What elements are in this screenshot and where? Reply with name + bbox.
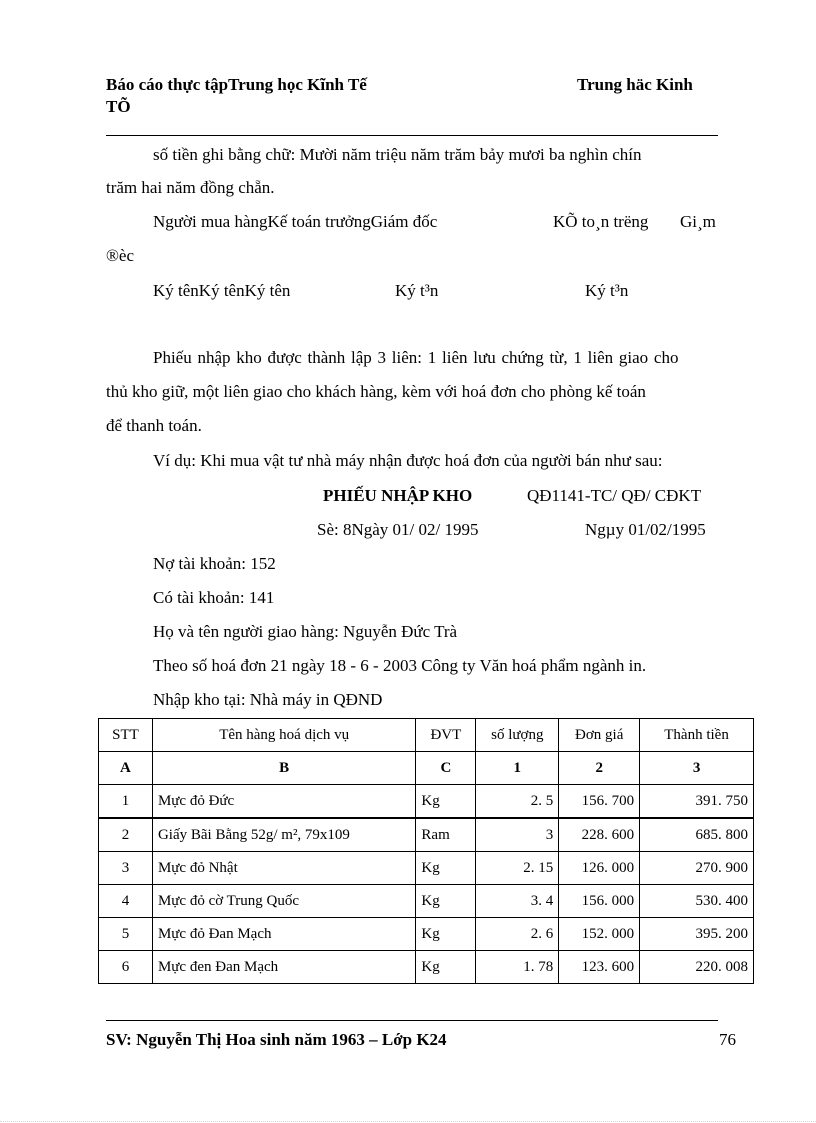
row-item: Mực đỏ Đức: [152, 785, 415, 819]
row-amount: 391. 750: [640, 785, 754, 819]
row-price: 152. 000: [559, 918, 640, 951]
table-header-row: [99, 719, 754, 752]
sign-label-2: Ký t³n: [395, 281, 439, 300]
code-3: 3: [640, 752, 754, 785]
table-row: [99, 951, 754, 984]
row-price: 228. 600: [559, 818, 640, 852]
debit-account: Nợ tài khoản: 152: [153, 554, 276, 573]
footer-student: SV: Nguyễn Thị Hoa sinh năm 1963 – Lớp K24: [106, 1030, 447, 1049]
deliverer-name: Họ và tên người giao hàng: Nguyễn Đức Trà: [153, 622, 458, 641]
table-row: [99, 885, 754, 918]
row-amount: 685. 800: [640, 818, 754, 852]
row-unit: Kg: [416, 918, 476, 951]
signatory-titles: Người mua hàngKế toán trưởngGiám đốc: [153, 212, 438, 231]
signatory-director-cont: ®èc: [106, 246, 135, 265]
row-qty: 2. 15: [476, 852, 559, 885]
page-number: 76: [719, 1030, 736, 1049]
row-item: Mực đỏ cờ Trung Quốc: [152, 885, 415, 918]
code-c: C: [416, 752, 476, 785]
row-amount: 270. 900: [640, 852, 754, 885]
amount-in-words-line1: số tiền ghi bằng chữ: Mười năm triệu năm trăm bảy mươi ba nghìn chín: [153, 145, 642, 164]
header-right-title: Trung häc Kinh: [577, 75, 693, 94]
row-item: Mực đỏ Đan Mạch: [152, 918, 415, 951]
form-title: PHIẾU NHẬP KHO: [323, 486, 473, 505]
col-header-unit: ĐVT: [416, 719, 476, 752]
row-unit: Kg: [416, 885, 476, 918]
row-item: Giấy Bãi Bằng 52g/ m², 79x109: [152, 818, 415, 852]
header-left-title-cont: TÕ: [106, 97, 131, 116]
signatory-director: Gi¸m: [680, 212, 716, 231]
row-unit: Ram: [416, 818, 476, 852]
form-date: Ngµy 01/02/1995: [585, 520, 706, 539]
table-row: [99, 818, 754, 852]
row-item: Mực đỏ Nhật: [152, 852, 415, 885]
code-1: 1: [476, 752, 559, 785]
row-item: Mực đen Đan Mạch: [152, 951, 415, 984]
row-amount: 530. 400: [640, 885, 754, 918]
table-row: [99, 852, 754, 885]
table-row: [99, 918, 754, 951]
col-header-amount: Thành tiền: [640, 719, 754, 752]
header-left-title: Báo cáo thực tậpTrung học Kĩnh Tế: [106, 75, 367, 94]
table-code-row: [99, 752, 754, 785]
goods-receipt-table: [98, 718, 754, 984]
header-rule: [106, 135, 718, 136]
amount-in-words-line2: trăm hai năm đồng chẵn.: [106, 178, 275, 197]
row-stt: 4: [99, 885, 153, 918]
form-number: Sè: 8Ngày 01/ 02/ 1995: [317, 520, 479, 539]
row-unit: Kg: [416, 951, 476, 984]
row-qty: 3. 4: [476, 885, 559, 918]
sign-label-3: Ký t³n: [585, 281, 629, 300]
row-price: 126. 000: [559, 852, 640, 885]
warehouse-location: Nhập kho tại: Nhà máy in QĐND: [153, 690, 383, 709]
row-price: 156. 000: [559, 885, 640, 918]
receipt-copies-line1: Phiếu nhập kho được thành lập 3 liên: 1 liên lưu chứng từ, 1 liên giao cho: [153, 348, 679, 367]
footer-rule: [106, 1020, 718, 1021]
row-qty: 2. 6: [476, 918, 559, 951]
example-intro: Ví dụ: Khi mua vật tư nhà máy nhận được hoá đơn của người bán như sau:: [153, 451, 663, 470]
receipt-copies-line3: để thanh toán.: [106, 416, 202, 435]
row-amount: 220. 008: [640, 951, 754, 984]
row-qty: 3: [476, 818, 559, 852]
col-header-price: Đơn giá: [559, 719, 640, 752]
code-b: B: [152, 752, 415, 785]
signatory-chief-accountant: KÕ to¸n trëng: [553, 212, 649, 231]
code-a: A: [99, 752, 153, 785]
col-header-item: Tên hàng hoá dịch vụ: [152, 719, 415, 752]
row-qty: 1. 78: [476, 951, 559, 984]
row-price: 123. 600: [559, 951, 640, 984]
row-stt: 6: [99, 951, 153, 984]
row-unit: Kg: [416, 785, 476, 819]
row-stt: 1: [99, 785, 153, 819]
col-header-qty: số lượng: [476, 719, 559, 752]
invoice-reference: Theo số hoá đơn 21 ngày 18 - 6 - 2003 Công ty Văn hoá phẩm ngành in.: [153, 656, 647, 675]
row-unit: Kg: [416, 852, 476, 885]
code-2: 2: [559, 752, 640, 785]
col-header-stt: STT: [99, 719, 153, 752]
row-stt: 5: [99, 918, 153, 951]
row-qty: 2. 5: [476, 785, 559, 819]
sign-labels: Ký tênKý tênKý tên: [153, 281, 291, 300]
receipt-copies-line2: thủ kho giữ, một liên giao cho khách hàng, kèm với hoá đơn cho phòng kế toán: [106, 382, 646, 401]
row-price: 156. 700: [559, 785, 640, 819]
row-amount: 395. 200: [640, 918, 754, 951]
credit-account: Có tài khoản: 141: [153, 588, 275, 607]
row-stt: 3: [99, 852, 153, 885]
page-bottom-edge: [0, 1121, 816, 1122]
table-row: [99, 785, 754, 819]
form-code: QĐ1141-TC/ QĐ/ CĐKT: [527, 486, 702, 505]
row-stt: 2: [99, 818, 153, 852]
